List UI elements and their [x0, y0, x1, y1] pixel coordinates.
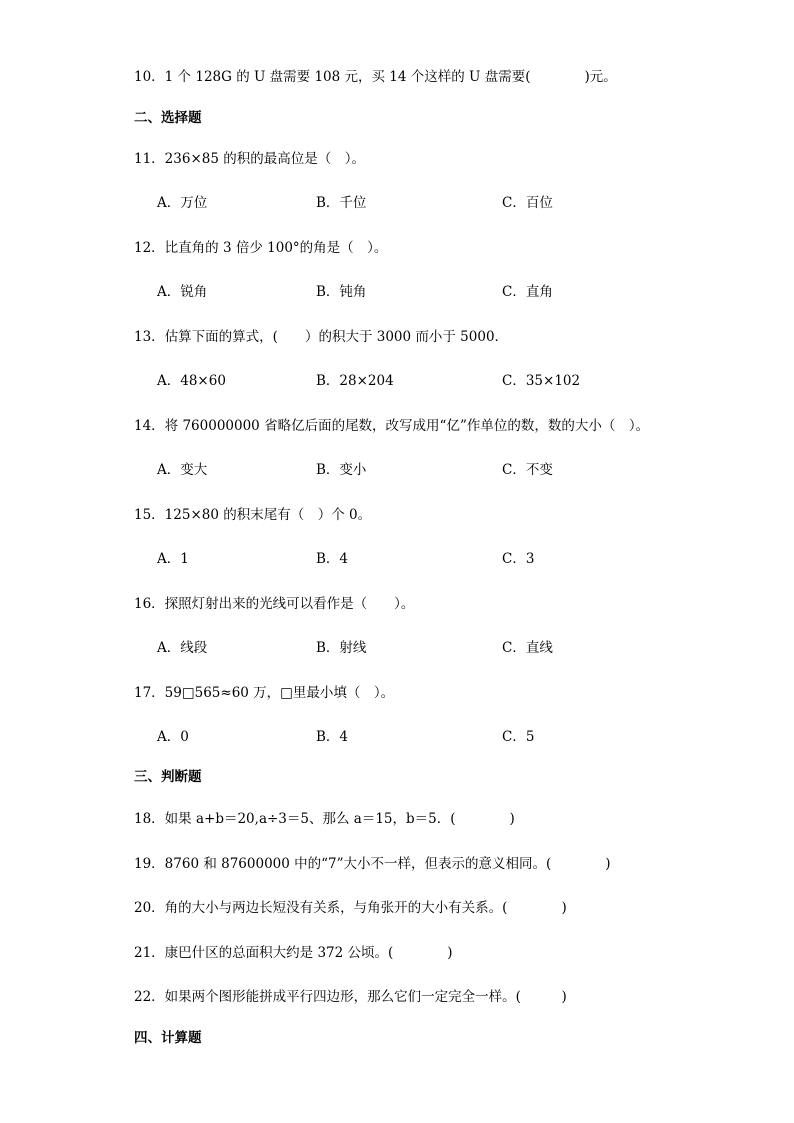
question-19: 19．8760 和 87600000 中的“7”大小不一样，但表示的意义相同。( ): [134, 856, 611, 872]
question-18: 18．如果 a+b＝20,a÷3＝5、那么 a＝15，b＝5．( ): [134, 811, 515, 827]
question-12-option-a: A．锐角: [157, 284, 208, 300]
question-14-option-c: C．不变: [502, 462, 553, 478]
question-17-option-a: A．0: [157, 729, 189, 745]
question-14-option-a: A．变大: [157, 462, 208, 478]
question-17-option-b: B．4: [316, 729, 349, 745]
question-15-option-a: A．1: [157, 551, 189, 567]
question-16-option-b: B．射线: [316, 640, 367, 656]
question-11-stem: 11．236×85 的积的最高位是（ ）。: [134, 151, 365, 167]
question-11-option-b: B．千位: [316, 195, 367, 211]
question-17-option-c: C．5: [502, 729, 535, 745]
question-16-option-c: C．直线: [502, 640, 553, 656]
question-15-stem: 15．125×80 的积末尾有（ ）个 0。: [134, 507, 372, 523]
question-12-stem: 12．比直角的 3 倍少 100°的角是（ ）。: [134, 240, 388, 256]
question-16-stem: 16．探照灯射出来的光线可以看作是（ ）。: [134, 596, 415, 612]
question-13-option-a: A．48×60: [157, 373, 226, 389]
question-16-option-a: A．线段: [157, 640, 208, 656]
question-13-option-c: C．35×102: [502, 373, 581, 389]
question-12-option-c: C．直角: [502, 284, 553, 300]
question-13-stem: 13．估算下面的算式，( ）的积大于 3000 而小于 5000．: [134, 329, 509, 345]
question-11-option-a: A．万位: [157, 195, 208, 211]
question-10: 10．1 个 128G 的 U 盘需要 108 元，买 14 个这样的 U 盘需要( )元。: [134, 69, 617, 85]
section-heading-choice: 二、选择题: [134, 110, 202, 126]
question-13-option-b: B．28×204: [316, 373, 394, 389]
question-15-option-c: C．3: [502, 551, 535, 567]
question-14-option-b: B．变小: [316, 462, 367, 478]
question-20: 20．角的大小与两边长短没有关系，与角张开的大小有关系。( ): [134, 900, 567, 916]
question-22: 22．如果两个图形能拼成平行四边形，那么它们一定完全一样。( ): [134, 989, 567, 1005]
question-11-option-c: C．百位: [502, 195, 553, 211]
question-12-option-b: B．钝角: [316, 284, 367, 300]
section-heading-judgment: 三、判断题: [134, 769, 202, 785]
question-15-option-b: B．4: [316, 551, 349, 567]
question-21: 21．康巴什区的总面积大约是 372 公顷。( ): [134, 945, 453, 961]
question-17-stem: 17．59□565≈60 万，□里最小填（ ）。: [134, 685, 395, 701]
question-14-stem: 14．将 760000000 省略亿后面的尾数，改写成用“亿”作单位的数，数的大小（ ）。: [134, 418, 650, 434]
section-heading-calculation: 四、计算题: [134, 1030, 202, 1046]
